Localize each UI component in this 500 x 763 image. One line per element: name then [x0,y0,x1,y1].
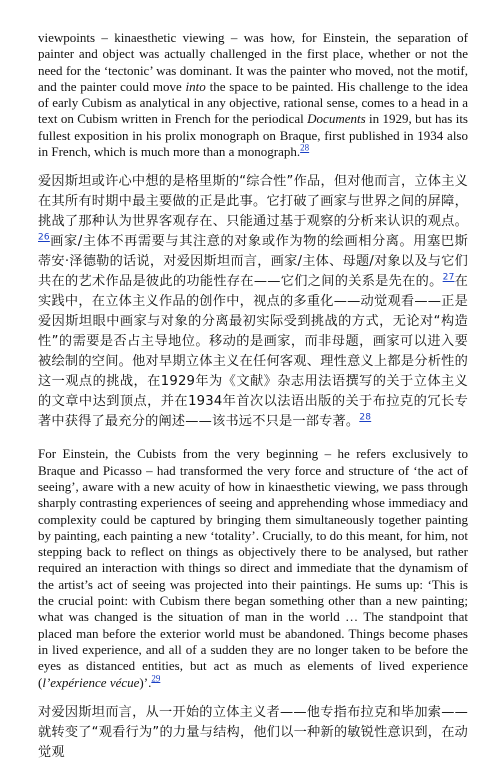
chinese-paragraph-2 [38,703,468,763]
text-run: 爱因斯坦或许心中想的是格里斯的“综合性”作品，但对他而言，立体主义在其所有时期中最主要做的正是此事。它打破了画家与世界之间的屏障，挑战了那种认为世界客观存在、只能通过基于观察的分析来认识的观点。 [38,174,468,230]
chinese-paragraph-1 [38,172,468,432]
italic-text: into [185,78,206,94]
english-paragraph-2 [38,446,468,690]
text-run: viewpoints – kinaesthetic viewing – was how, for Einstein, the separation of painter and object was actually challenged in the first place, whether or not the need for the ‘tectonic’ was dominant. It was the painter who moved, not the motif, and the painter could move [38,30,468,94]
text-run: 对爱因斯坦而言，从一开始的立体主义者——他专指布拉克和毕加索——就转变了“观看行为”的力量与结构，他们以一种新的敏锐性意识到，在动觉观 [38,704,468,760]
text-run: 画家/主体不再需要与其注意的对象或作为物的绘画相分离。用塞巴斯蒂安·泽德勒的话说，对爱因斯坦而言，画家/主体、母题/对象以及与它们共在的艺术作品是彼此的功能性存在——它们之间的关系是先在的。 [38,234,468,290]
italic-text: l’expérience vécue [42,674,140,690]
document-page [38,30,468,763]
text-run: in 1929, but has its fullest exposition in his prolix monograph on Braque, first published in 1934 also in French, which is much more than a monograph. [38,111,468,160]
footnote-link-29[interactable]: 29 [151,673,161,684]
text-run: For Einstein, the Cubists from the very beginning – he refers exclusively to Braque and Picasso – had transformed the very force and structure of ‘the act of seeing’, aware with a new acuity of how in kinaesthetic viewing, we pass through sharply contrasting experiences of seeing and apprehending whose immediacy and complexity could be captured by bringing them simultaneously together painting by painting, each painting a new ‘totality’. Crucially, to do this meant, for him, not stepping back to reflect on things as objectively there to be analysed, but rather required an interaction with things so direct and immediate that the dynamism of the artist’s act of seeing was projected into their paintings. He sums up: ‘This is the crucial point: with Cubism there began something other than a new painting; what was changed is the situation of man in the world … The standpoint that placed man before the exterior world must be abandoned. Things become phases in lived experience, and all of a sudden they are no longer taken to be before the eyes as distanced entities, but act as much as elements of lived experience ( [38,446,468,690]
text-run: 在实践中，在立体主义作品的创作中，视点的多重化——动觉观看——正是爱因斯坦眼中画家与对象的分离最初实际受到挑战的方式，无论对“构造性”的需要是否占主导地位。移动的是画家，而非母题，画家可以进入要被绘制的空间。他对早期立体主义在任何客观、理性意义上都是分析性的这一观点的挑战，在1929年为《文献》杂志用法语撰写的关于立体主义的文章中达到顶点，并在1934年首次以法语出版的关于布拉克的冗长专著中获得了最充分的阐述——该书远不只是一部专著。 [38,274,469,430]
footnote-link-28[interactable]: 28 [359,412,372,423]
footnote-link-27[interactable]: 27 [442,272,455,283]
text-run: the space to be painted. His challenge to the idea of early Cubism as analytical in any objective, rational sense, comes to a head in a text on Cubism written in French for the periodical [38,78,468,127]
text-run: )’. [139,674,152,690]
english-paragraph-1 [38,30,468,160]
footnote-link-28[interactable]: 28 [300,142,310,153]
footnote-link-26[interactable]: 26 [38,232,50,243]
italic-text: Documents [307,111,366,127]
